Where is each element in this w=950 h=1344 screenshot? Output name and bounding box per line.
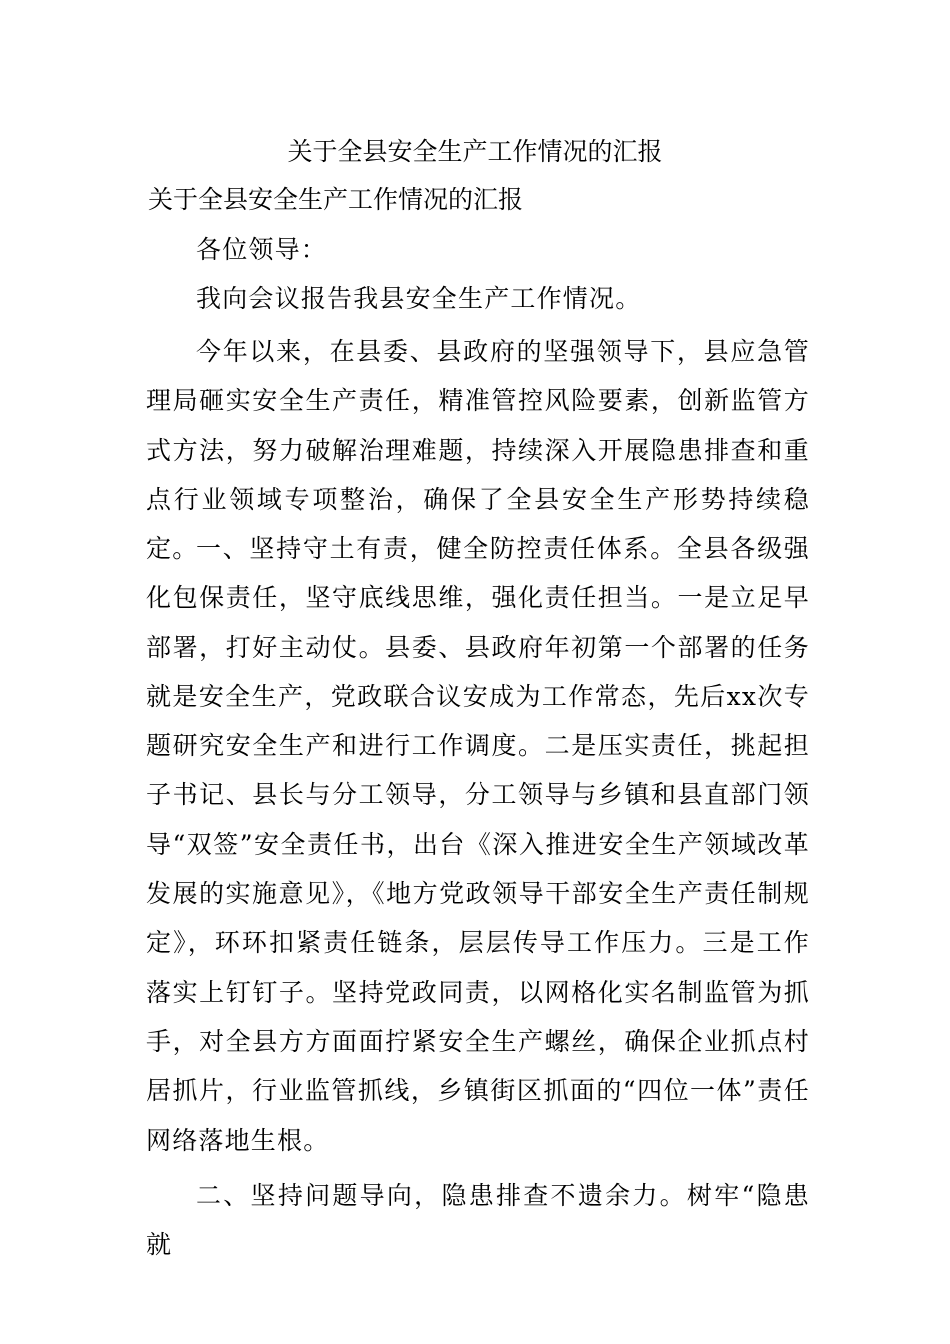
document-subtitle: 关于全县安全生产工作情况的汇报 [148, 185, 524, 214]
paragraph-section-one: 一、坚持守土有责，健全防控责任体系。全县各级强化包保责任，坚守底线思维，强化责任担当。一是立足早部署，打好主动仗。县委、县政府年初第一个部署的任务就是安全生产，党政联合议安成为工作常态，先后xx次专题研究安全生产和进行工作调度。二是压实责任，挑起担子书记、县长与分工领导，分工领导与乡镇和县直部门领导“双签”安全责任书，出台《深入推进安全生产领域改革发展的实施意见》，《地方党政领导干部安全生产责任制规定》，环环扣紧责任链条，层层传导工作压力。三是工作落实上钉钉子。坚持党政同责，以网格化实名制监管为抓手，对全县方方面面拧紧安全生产螺丝，确保企业抓点村居抓片，行业监管抓线，乡镇街区抓面的“四位一体”责任网络落地生根。 [146, 534, 810, 1155]
paragraph-section-two: 二、坚持问题导向，隐患排查不遗余力。树牢“隐患就 [146, 1181, 810, 1260]
paragraph-intro: 我向会议报告我县安全生产工作情况。 [196, 284, 642, 313]
paragraph-overview: 今年以来，在县委、县政府的坚强领导下，县应急管理局砸实安全生产责任，精准管控风险要素，创新监管方式方法，努力破解治理难题，持续深入开展隐患排查和重点行业领域专项整治，确保了全县安全生产形势持续稳定。 [146, 337, 810, 564]
salutation: 各位领导： [196, 235, 328, 264]
document-title: 关于全县安全生产工作情况的汇报 [287, 137, 663, 166]
